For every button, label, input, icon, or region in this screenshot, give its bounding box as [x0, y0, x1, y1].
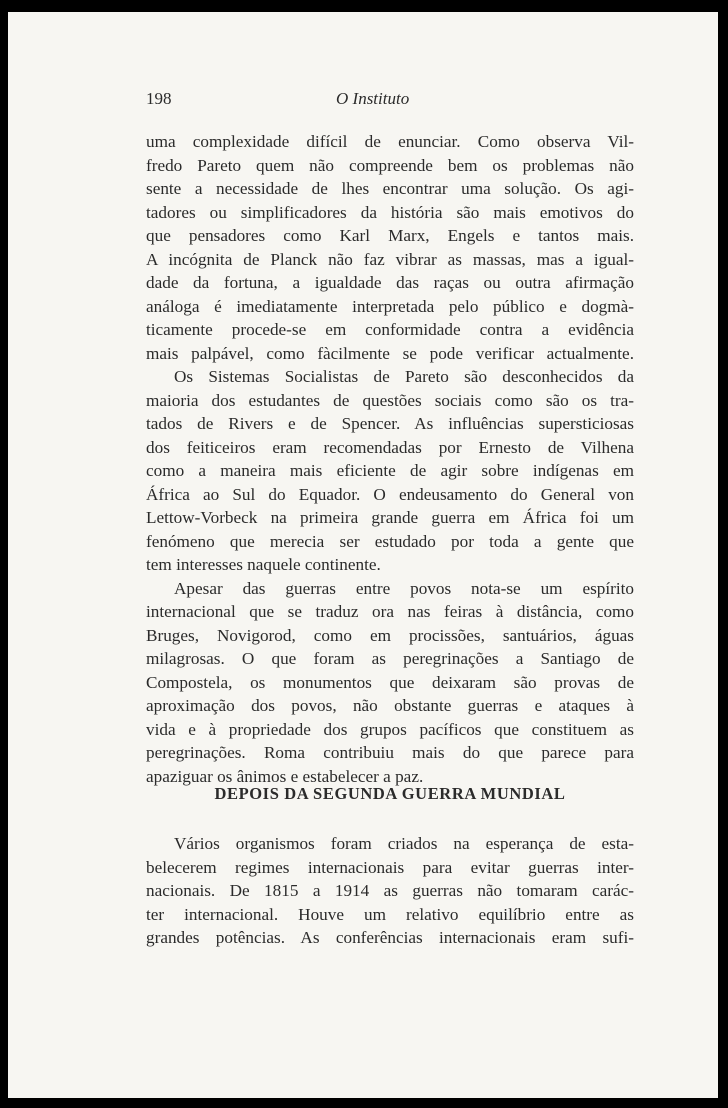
text-line: A incógnita de Planck não faz vibrar as massas, mas a igual-: [146, 249, 634, 269]
text-line: como a maneira mais eficiente de agir sobre indígenas em: [146, 461, 634, 480]
text-line: análoga é imediatamente interpretada pelo público e dogmà-: [146, 296, 634, 316]
text-line: apaziguar os ânimos e estabelecer a paz.: [146, 766, 424, 786]
paragraph-2: [146, 365, 634, 577]
text-line: Bruges, Novigorod, como em procissões, santuários, águas: [146, 625, 634, 645]
text-line: Lettow-Vorbeck na primeira grande guerra em África foi um: [146, 508, 634, 527]
text-line: que pensadores como Karl Marx, Engels e tantos mais.: [146, 226, 634, 245]
text-line: tados de Rivers e de Spencer. As influências supersticiosas: [146, 414, 634, 433]
text-line: fredo Pareto quem não compreende bem os problemas não: [146, 155, 634, 175]
text-line: peregrinações. Roma contribuiu mais do que parece para: [146, 743, 634, 762]
page-header: [146, 89, 636, 113]
page-number: 198: [146, 89, 172, 108]
section-body-text: [146, 832, 634, 950]
text-line: tem interesses naquele continente.: [146, 555, 381, 574]
text-line: belecerem regimes internacionais para evitar guerras inter-: [146, 857, 634, 877]
text-line: nacionais. De 1815 a 1914 as guerras não tomaram carác-: [146, 881, 634, 900]
text-line: internacional que se traduz ora nas feiras à distância, como: [146, 602, 634, 621]
body-text: [146, 130, 634, 788]
text-line: aproximação dos povos, não obstante guerras e ataques à: [146, 696, 634, 715]
text-line: uma complexidade difícil de enunciar. Como observa Vil-: [146, 132, 634, 151]
running-title: O Instituto: [336, 89, 410, 108]
text-line: sente a necessidade de lhes encontrar uma solução. Os agi-: [146, 179, 634, 198]
text-line: dos feiticeiros eram recomendadas por Ernesto de Vilhena: [146, 437, 634, 457]
text-line: dade da fortuna, a igualdade das raças ou outra afirmação: [146, 273, 634, 292]
section-heading: DEPOIS DA SEGUNDA GUERRA MUNDIAL: [214, 784, 566, 803]
text-line: Os Sistemas Socialistas de Pareto são desconhecidos da: [174, 367, 634, 386]
text-line: grandes potências. As conferências internacionais eram sufi-: [146, 928, 634, 947]
text-line: vida e à propriedade dos grupos pacíficos que constituem as: [146, 719, 634, 739]
paragraph-1: [146, 130, 634, 365]
document-page: [8, 12, 718, 1098]
text-line: mais palpável, como fàcilmente se pode verificar actualmente.: [146, 343, 634, 363]
text-line: ter internacional. Houve um relativo equilíbrio entre as: [146, 904, 634, 924]
text-line: tadores ou simplificadores da história são mais emotivos do: [146, 202, 634, 222]
text-line: maioria dos estudantes de questões sociais como são os tra-: [146, 390, 634, 410]
text-line: Vários organismos foram criados na esperança de esta-: [174, 834, 634, 853]
text-line: ticamente procede-se em conformidade contra a evidência: [146, 320, 634, 339]
text-line: Compostela, os monumentos que deixaram são provas de: [146, 672, 634, 692]
paragraph-3: [146, 577, 634, 789]
text-line: milagrosas. O que foram as peregrinações a Santiago de: [146, 649, 634, 668]
text-line: fenómeno que merecia ser estudado por toda a gente que: [146, 531, 634, 551]
text-line: África ao Sul do Equador. O endeusamento do General von: [146, 484, 634, 504]
text-line: Apesar das guerras entre povos nota-se um espírito: [174, 578, 634, 598]
